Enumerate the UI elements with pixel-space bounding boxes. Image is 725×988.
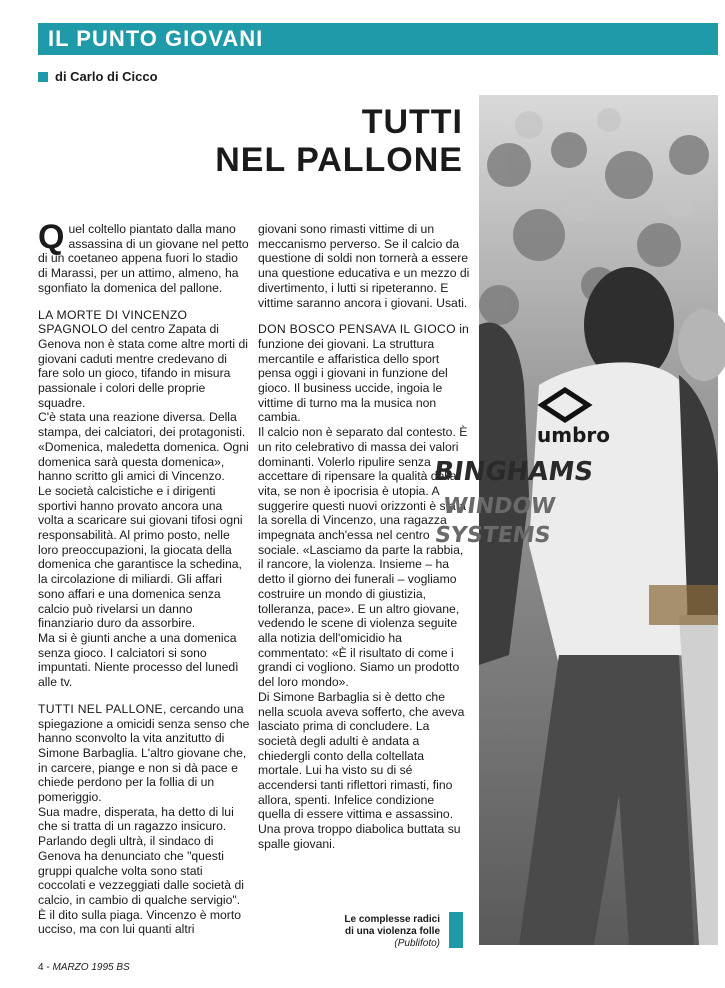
news-photo [431, 95, 718, 945]
paragraph: C'è stata una reazione diversa. Della stampa, dei calciatori, dei protagonisti. «Domenica, maledetta domenica. Ogni domenica sarà questa domenica», hanno scritto gli amici di Vincenzo. [38, 410, 249, 484]
bullet-square-icon [38, 72, 48, 82]
photo-caption [260, 914, 440, 950]
shirt-brand: umbro [537, 423, 610, 447]
paragraph: È il dito sulla piaga. Vincenzo è morto ucciso, ma con lui quanti altri [38, 907, 242, 937]
paragraph-lead: DON BOSCO PENSAVA IL GIOCO [258, 322, 456, 337]
shirt-sponsor: SYSTEMS [433, 522, 553, 548]
drop-cap: Q [38, 218, 65, 256]
paragraph: Di Simone Barbaglia si è detto che nella scuola aveva sofferto, che aveva lasciato prima di concludere. La società degli adulti è andata a chiedergli conto della coltellata mortale. Lui ha visto su di sé accendersi tanti riflettori rimasti, fino allora, spenti. Infelice condizione quella di essere vittima e assassino. [258, 689, 465, 822]
author: di Carlo di Cicco [55, 69, 158, 84]
paragraph-lead: LA MORTE DI VINCENZO SPAGNOLO [38, 307, 188, 337]
paragraph: DON BOSCO PENSAVA IL GIOCO in funzione dei giovani. La struttura mercantile e affaristica dello sport pensa oggi i giovani in funzione del gioco. Il business uccide, ingoia le vittime di turno ma la musica non cambia. [258, 322, 469, 425]
page-number: 4 [38, 962, 44, 973]
caption-line-1: Le complesse radici [344, 914, 440, 925]
issue-label: MARZO 1995 BS [52, 962, 130, 973]
page-footer: 4 - MARZO 1995 BS [38, 962, 130, 973]
photo-illustration [431, 95, 718, 945]
text-column-1 [38, 218, 250, 937]
paragraph: Le società calcistiche e i dirigenti sportivi hanno provato ancora una volta a scaricare sui giovani tifosi ogni responsabilità. Al primo posto, nelle loro preoccupazioni, la giocata della domenica che garantisce la schedina, la circolazione di miliardi. Gli affari sono affari e una domenica senza calcio può rivelarsi un danno finanziario duro da assorbire. [38, 483, 243, 631]
paragraph: Quel coltello piantato dalla mano assassina di un giovane nel petto di un coetaneo appena fuori lo stadio di Marassi, per un attimo, almeno, ha sgonfiato la domenica del pallone. [38, 218, 249, 295]
caption-line-2: di una violenza folle [344, 926, 440, 937]
paragraph-lead: TUTTI NEL PALLONE [38, 701, 163, 716]
paragraph: Sua madre, disperata, ha detto di lui che si tratta di un ragazzo insicuro. Parlando degli ultrà, il sindaco di Genova ha denunciato che "questi gruppi qualche volta sono stati coccolati e vezzeggiati dalle società di calcio, in cambio di qualche servigio". [38, 804, 244, 907]
title-line-1: TUTTI [361, 103, 463, 141]
paragraph: LA MORTE DI VINCENZO SPAGNOLO del centro Zapata di Genova non è stata come altre morti di giovani caduti mentre credevano di fare solo un gioco, tifando in misura passionale i colori delle proprie squadre. [38, 307, 249, 410]
caption-accent-bar [449, 912, 463, 948]
paragraph: giovani sono rimasti vittime di un meccanismo perverso. Se il calcio da questione di soldi non tornerà a essere una questione educativa e un mezzo di divertimento, i lutti si ripeteranno. E vittime saranno ancora i giovani. Usati. [258, 222, 470, 310]
paragraph: Ma si è giunti anche a una domenica senza gioco. I calciatori si sono impuntati. Niente processo del lunedì alle tv. [38, 630, 239, 690]
caption-credit: (Publifoto) [394, 938, 440, 949]
section-banner [38, 23, 718, 55]
title-line-2: NEL PALLONE [215, 141, 463, 179]
shirt-sponsor: WINDOW [441, 493, 558, 519]
section-title: IL PUNTO GIOVANI [48, 26, 264, 51]
paragraph: Il calcio non è separato dal contesto. È un rito celebrativo di massa dei valori dominanti. Volerlo ripulire senza accettare di ripensare la qualità della vita, se non è ipocrisia è utopia. A suggerire questi nuovi orizzonti è stata la sorella di Vincenzo, una ragazza impegnata anch'essa nel centro sociale. «Lasciamo da parte la rabbia, il rancore, la violenza. Insieme – ha detto il giorno dei funerali – vogliamo costruire un mondo di giustizia, tolleranza, pace». E un altro giovane, vedendo le scene di violenza seguite alla notizia dell'omicidio ha commentato: «È il risultato di come i grandi ci vogliono. Siamo un prodotto del loro mondo». [258, 425, 468, 690]
article-title [215, 103, 463, 179]
paragraph: TUTTI NEL PALLONE, cercando una spiegazione a omicidi senza senso che hanno sconvolto la vita anzitutto di Simone Barbaglia. L'altro giovane che, in carcere, piange e non si dà pace e chiede perdono per la follia di un pomeriggio. [38, 701, 250, 805]
byline [38, 69, 158, 84]
paragraph: Una prova troppo diabolica buttata su spalle giovani. [258, 822, 461, 851]
shirt-sponsor: BINGHAMS [431, 457, 596, 487]
